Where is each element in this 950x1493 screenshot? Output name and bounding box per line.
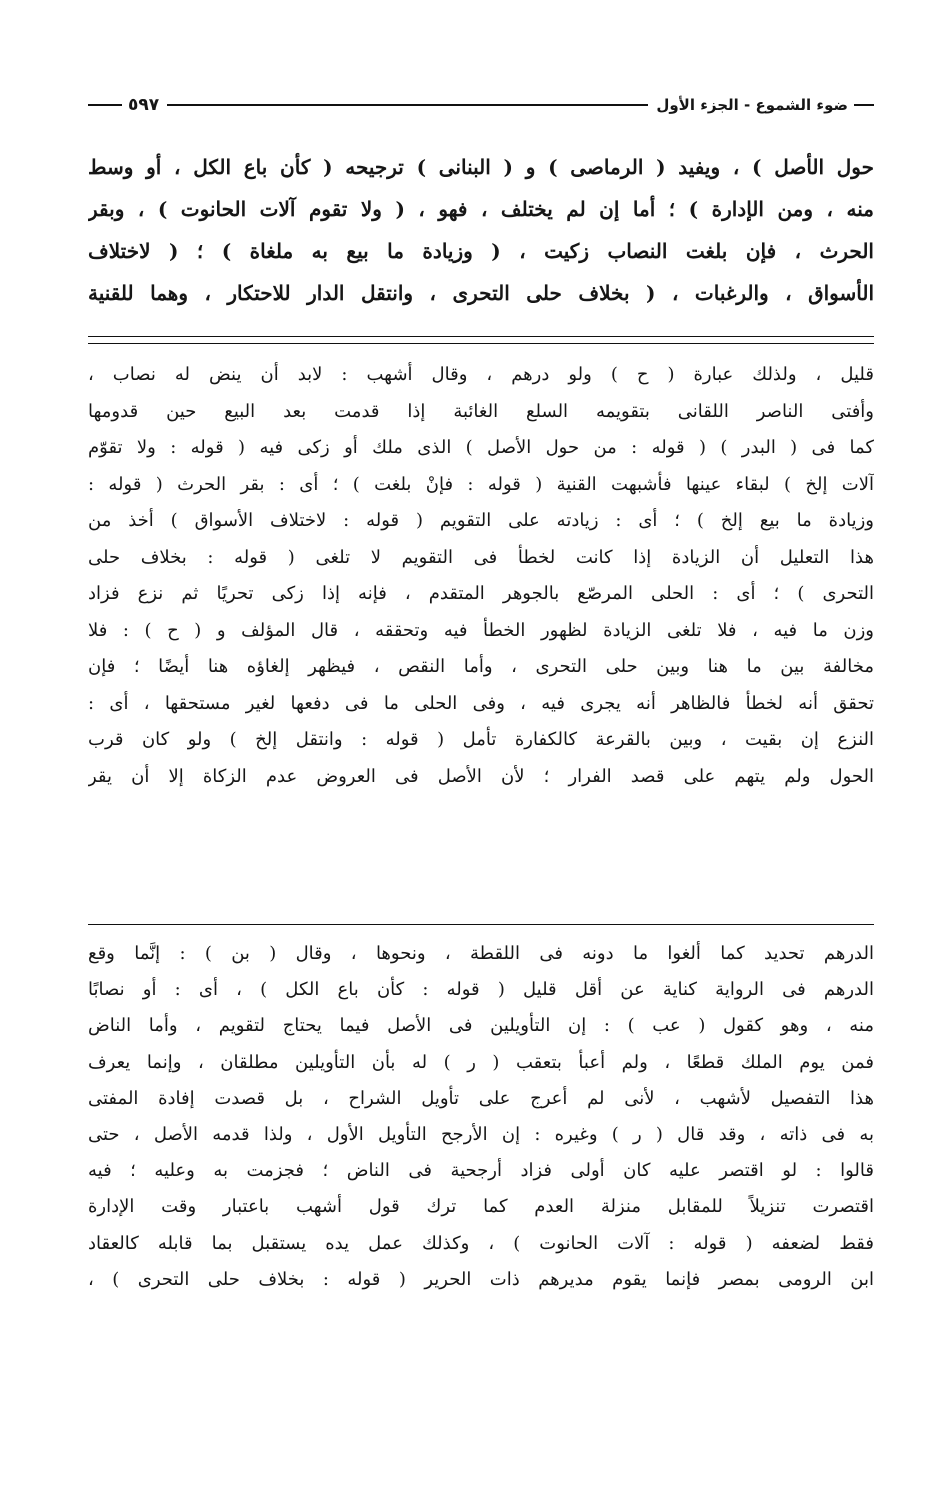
header-dash-right [854,104,874,106]
commentary-line: فقط لضعفه ( قوله : آلات الحانوت ) ، وكذلك عمل يده يستقبل بما قابله كالعقاد [88,1232,874,1254]
commentary-line: فمن يوم الملك قطعًا ، ولم أعبأ بتعقب ( ر ) له بأن التأويلين مطلقان ، وإنما يعرف [88,1051,874,1073]
commentary-line: هذا التفصيل لأشهب ، لأنى لم أعرج على تأويل الشراح ، بل قصدت إفادة المفتى [88,1087,874,1109]
commentary-line: اقتصرت تنزيلاً للمقابل منزلة العدم كما ترك قول أشهب باعتبار وقت الإدارة [88,1196,874,1218]
commentary-line: الدرهم تحديد كما ألغوا ما دونه فى اللقطة ، ونحوها ، وقال ( بن ) : إنَّما وقع [88,943,874,964]
main-text [88,146,874,314]
header-dash-left [88,104,122,106]
commentary-line: هذا التعليل أن الزيادة إذا كانت لخطأ فى التقويم لا تلغى ( قوله : بخلاف حلى [88,546,874,568]
commentary-line: ابن الرومى بمصر فإنما يقوم مديرهم ذات الحرير ( قوله : بخلاف حلى التحرى ) ، [88,1268,874,1290]
commentary-line: مخالفة بين ما هنا وبين حلى التحرى ، وأما النقص ، فيظهر إلغاؤه هنا أيضًا ؛ فإن [88,656,874,677]
double-separator [88,336,874,344]
commentary-line: قليل ، ولذلك عبارة ( ح ) ولو درهم ، وقال أشهب : لابد أن ينض له نصاب ، [88,364,874,385]
commentary-line: آلات إلخ ) لبقاء عينها فأشبهت القنية ( قوله : فإنْ بلغت ) ؛ أى : بقر الحرث ( قوله : [88,473,874,495]
header-rule [167,104,648,106]
commentary-line: تحقق أنه لخطأ فالظاهر أنه يجرى فيه ، وفى الحلى ما فى دفعها لغير مستحقها ، أى : [88,692,874,714]
main-line: الأسواق ، والرغبات ، ( بخلاف حلى التحرى ، وانتقل الدار للاحتكار ، وهما للقنية [88,281,874,305]
page-header [88,92,874,118]
main-line: الحرث ، فإن بلغت النصاب زكيت ، ( وزيادة ما بيع به ملغاة ) ؛ ( لاختلاف [88,239,874,263]
commentary-line: وأفتى الناصر اللقانى بتقويمه السلع الغائبة إذا قدمت بعد البيع حين قدومها [88,400,874,422]
main-line: حول الأصل ) ، ويفيد ( الرماصى ) و ( البنانى ) ترجيحه ( كأن باع الكل ، أو وسط [88,155,874,179]
commentary-line: به فى ذاته ، وقد قال ( ر ) وغيره : إن الأرجح التأويل الأول ، ولذا قدمه الأصل ، حتى [88,1123,874,1145]
commentary-block-2 [88,936,874,1298]
commentary-line: منه ، وهو كقول ( عب ) : إن التأويلين فى الأصل فيما يحتاج لتقويم ، وأما الناض [88,1015,874,1037]
commentary-line: الدرهم فى الرواية كناية عن أقل قليل ( قوله : كأن باع الكل ) ، أى : أو نصابًا [88,979,874,1001]
commentary-line: الحول ولم يتهم على قصد الفرار ؛ لأن الأصل فى العروض عدم الزكاة إلا أن يقر [88,765,874,787]
running-title: ضوء الشموع - الجزء الأول [656,96,848,114]
commentary-line: قالوا : لو اقتصر عليه كان أولى فزاد أرجحية فى الناض ؛ فجزمت به وعليه ؛ فيه [88,1160,874,1182]
page-number: ٥٩٧ [128,95,160,115]
main-line: منه ، ومن الإدارة ) ؛ أما إن لم يختلف ، فهو ، ( ولا تقوم آلات الحانوت ) ، وبقر [88,197,874,221]
commentary-line: وزيادة ما بيع إلخ ) ؛ أى : زيادته على التقويم ( قوله : لاختلاف الأسواق ) أخذ من [88,510,874,531]
commentary-line: كما فى ( البدر ) ( قوله : من حول الأصل ) الذى ملك أو زكى فيه ( قوله : ولا تقوّم [88,437,874,458]
single-separator [88,924,874,925]
commentary-line: النزع إن بقيت ، وبين بالقرعة كالكفارة تأمل ( قوله : وانتقل إلخ ) ولو كان قرب [88,729,874,750]
commentary-line: التحرى ) ؛ أى : الحلى المرصّع بالجوهر المتقدم ، فإنه إذا زكى تحريًا ثم نزع فزاد [88,583,874,604]
commentary-block-1 [88,357,874,795]
commentary-line: وزن ما فيه ، فلا تلغى الزيادة لظهور الخطأ فيه وتحققه ، قال المؤلف و ( ح ) : فلا [88,619,874,641]
